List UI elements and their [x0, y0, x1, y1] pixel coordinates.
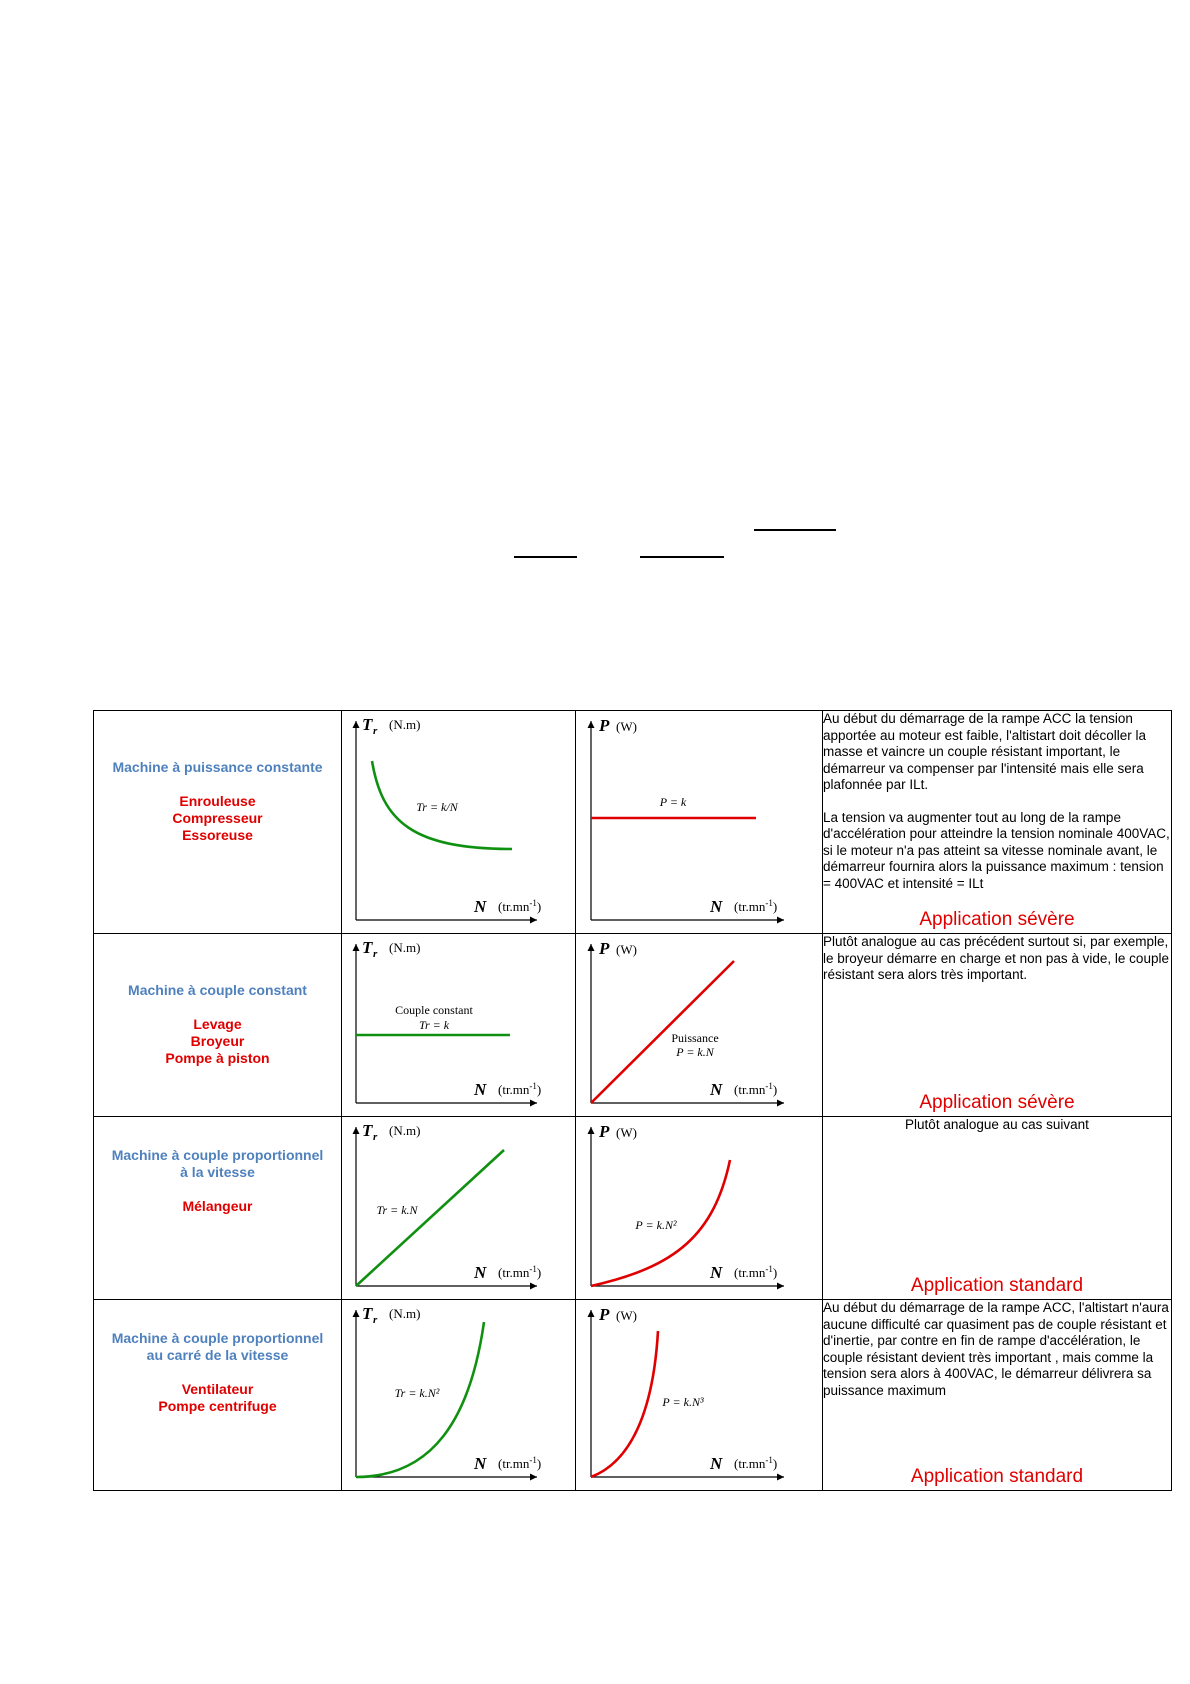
power-graph-cell: [576, 934, 823, 1117]
machine-type-label: Machine à couple proportionnel à la vitesse: [111, 1147, 324, 1180]
machine-type-label: Machine à couple constant: [128, 982, 307, 998]
speed-axis-symbol: N: [474, 1263, 487, 1282]
power-formula: P = k: [659, 795, 687, 809]
torque-note: Couple constant: [395, 1003, 473, 1017]
description-paragraph: Plutôt analogue au cas précédent surtout si, par exemple, le broyeur démarre en charge et non pas à vide, le couple résistant sera alors très important.: [823, 934, 1169, 982]
machine-examples: Ventilateur Pompe centrifuge: [158, 1381, 277, 1414]
torque-graph-cell: [342, 711, 576, 934]
torque-formula: Tr = k/N: [416, 800, 458, 814]
machine-type-cell: [94, 1300, 342, 1491]
torque-graph-cell: [342, 1117, 576, 1300]
power-formula: P = k.N³: [662, 1395, 704, 1409]
torque-formula: Tr = k.N²: [394, 1386, 440, 1400]
speed-axis-symbol: N: [474, 1454, 487, 1473]
machine-type-cell: [94, 934, 342, 1117]
torque-axis-subscript: r: [373, 725, 378, 737]
machine-examples: Enrouleuse Compresseur Essoreuse: [172, 793, 263, 843]
speed-axis-symbol: N: [474, 1080, 487, 1099]
machine-examples: Mélangeur: [182, 1198, 253, 1214]
application-severity: Application sévère: [919, 1092, 1075, 1113]
power-note: Puissance: [671, 1031, 719, 1045]
machine-type-cell: [94, 1117, 342, 1300]
speed-axis-unit: $(tr.mn^{-1})$: [734, 1455, 778, 1471]
machine-type-label: Machine à puissance constante: [112, 759, 323, 775]
torque-axis-symbol: T: [362, 1304, 373, 1323]
speed-axis-unit: $(tr.mn^{-1})$: [734, 1264, 778, 1280]
description-cell: [823, 1300, 1172, 1491]
torque-axis-symbol: T: [362, 715, 373, 734]
torque-axis-unit: (N.m): [389, 717, 421, 732]
speed-axis-unit: $(tr.mn^{-1})$: [498, 898, 542, 914]
application-severity: Application standard: [910, 1466, 1084, 1487]
description-paragraph: Au début du démarrage de la rampe ACC la tension apportée au moteur est faible, l'altistart doit décoller la masse et vaincre un couple résistant important, le démarreur va compenser par l'intensité mais elle sera plafonnée par ILt.: [823, 711, 1147, 792]
power-axis-symbol: P: [599, 716, 610, 735]
power-axis-symbol: P: [599, 1305, 610, 1324]
horizontal-rule: [514, 556, 577, 558]
description-cell: [823, 1117, 1172, 1300]
machine-type-label: Machine à couple proportionnel au carré de la vitesse: [111, 1330, 324, 1363]
power-axis-unit: (W): [616, 942, 637, 957]
load-type-row: [94, 1117, 1172, 1300]
torque-axis-subscript: r: [373, 948, 378, 960]
power-graph-cell: [576, 711, 823, 934]
description-cell: [823, 711, 1172, 934]
torque-formula: Tr = k.N: [376, 1203, 418, 1217]
power-axis-symbol: P: [599, 1122, 610, 1141]
speed-axis-symbol: N: [710, 897, 723, 916]
speed-axis-unit: $(tr.mn^{-1})$: [734, 898, 778, 914]
power-graph-cell: [576, 1117, 823, 1300]
speed-axis-symbol: N: [710, 1454, 723, 1473]
application-severity: Application standard: [910, 1275, 1084, 1296]
load-type-row: [94, 934, 1172, 1117]
torque-graph-cell: [342, 934, 576, 1117]
machine-type-cell: [94, 711, 342, 934]
torque-axis-unit: (N.m): [389, 940, 421, 955]
description-paragraph: La tension va augmenter tout au long de la rampe d'accélération pour atteindre la tension nominale 400VAC, si le moteur n'a pas atteint sa vitesse nominale avant, le démarreur fournira alors la puissance maximum : tension = 400VAC et intensité = ILt: [823, 809, 1170, 891]
description-paragraph: Au début du démarrage de la rampe ACC, l'altistart n'aura aucune difficulté car quasiment pas de couple résistant et d'inertie, par contre en fin de rampe d'accélération, le couple résistant devient très important , mais comme la tension sera alors à 400VAC, le démarreur délivrera sa puissance maximum: [823, 1300, 1169, 1398]
power-graph-cell: [576, 1300, 823, 1491]
description-paragraph: Plutôt analogue au cas suivant: [905, 1117, 1089, 1132]
horizontal-rule: [754, 529, 836, 531]
power-axis-unit: (W): [616, 1125, 637, 1140]
speed-axis-symbol: N: [474, 897, 487, 916]
torque-axis-subscript: r: [373, 1131, 378, 1143]
torque-axis-subscript: r: [373, 1314, 378, 1326]
torque-axis-unit: (N.m): [389, 1123, 421, 1138]
application-severity: Application sévère: [919, 909, 1075, 930]
description-cell: [823, 934, 1172, 1117]
speed-axis-unit: $(tr.mn^{-1})$: [498, 1264, 542, 1280]
power-curve: [591, 1331, 658, 1477]
torque-axis-symbol: T: [362, 938, 373, 957]
torque-axis-symbol: T: [362, 1121, 373, 1140]
speed-axis-unit: $(tr.mn^{-1})$: [498, 1081, 542, 1097]
speed-axis-unit: $(tr.mn^{-1})$: [734, 1081, 778, 1097]
torque-axis-unit: (N.m): [389, 1306, 421, 1321]
horizontal-rule: [640, 556, 724, 558]
speed-axis-symbol: N: [710, 1080, 723, 1099]
power-formula: P = k.N²: [635, 1218, 677, 1232]
speed-axis-unit: $(tr.mn^{-1})$: [498, 1455, 542, 1471]
machine-examples: Levage Broyeur Pompe à piston: [165, 1016, 270, 1066]
power-axis-unit: (W): [616, 1308, 637, 1323]
torque-formula: Tr = k: [418, 1018, 450, 1032]
load-type-row: [94, 711, 1172, 934]
power-formula: P = k.N: [676, 1045, 714, 1059]
power-axis-symbol: P: [599, 939, 610, 958]
speed-axis-symbol: N: [710, 1263, 723, 1282]
load-type-table: [93, 710, 1172, 1491]
torque-graph-cell: [342, 1300, 576, 1491]
load-type-row: [94, 1300, 1172, 1491]
power-axis-unit: (W): [616, 719, 637, 734]
